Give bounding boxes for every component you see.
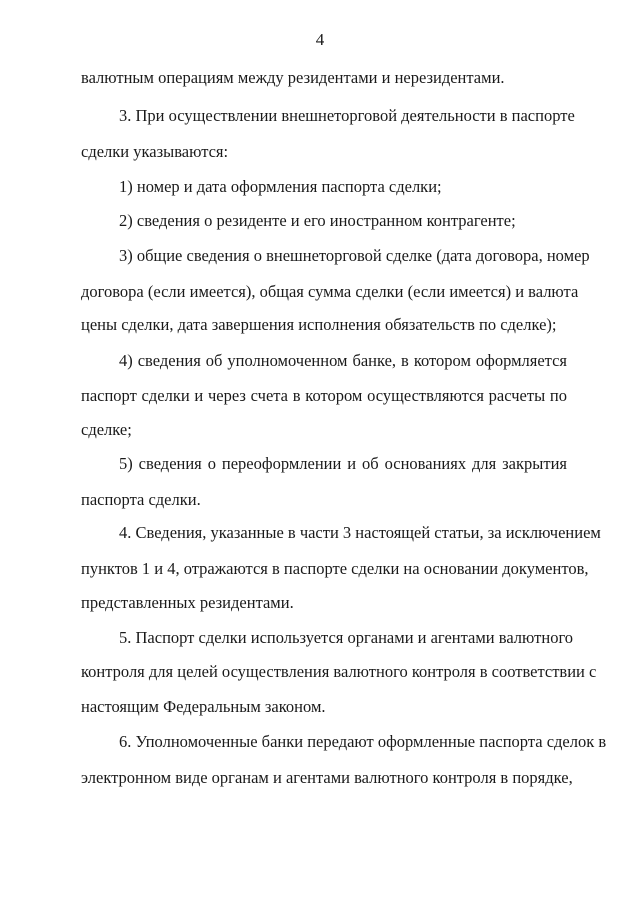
text-line: паспорт сделки и через счета в котором осуществляются расчеты по xyxy=(81,386,567,405)
text-line: цены сделки, дата завершения исполнения обязательств по сделке); xyxy=(81,315,557,334)
text-line: паспорта сделки. xyxy=(81,490,201,509)
text-line: 2) сведения о резиденте и его иностранном контрагенте; xyxy=(119,211,516,230)
text-line: настоящим Федеральным законом. xyxy=(81,697,326,716)
text-line: валютным операциям между резидентами и нерезидентами. xyxy=(81,68,505,87)
text-line: 5) сведения о переоформлении и об основаниях для закрытия xyxy=(119,454,567,473)
text-line: 6. Уполномоченные банки передают оформленные паспорта сделок в xyxy=(119,732,607,751)
text-line: 3. При осуществлении внешнеторговой деятельности в паспорте xyxy=(119,106,575,125)
text-line: представленных резидентами. xyxy=(81,593,294,612)
text-line: договора (если имеется), общая сумма сделки (если имеется) и валюта xyxy=(81,282,579,301)
text-line: сделки указываются: xyxy=(81,142,229,161)
text-line: 3) общие сведения о внешнеторговой сделке (дата договора, номер xyxy=(119,246,590,265)
text-line: пунктов 1 и 4, отражаются в паспорте сделки на основании документов, xyxy=(81,559,589,578)
text-line: сделке; xyxy=(81,420,132,439)
text-line: 4) сведения об уполномоченном банке, в котором оформляется xyxy=(119,351,567,370)
text-line: 5. Паспорт сделки используется органами и агентами валютного xyxy=(119,628,574,647)
text-line: 1) номер и дата оформления паспорта сделки; xyxy=(119,177,442,196)
page-number: 4 xyxy=(315,30,325,49)
text-line: 4. Сведения, указанные в части 3 настоящей статьи, за исключением xyxy=(119,523,601,542)
text-line: электронном виде органам и агентами валютного контроля в порядке, xyxy=(81,768,573,787)
text-line: контроля для целей осуществления валютного контроля в соответствии с xyxy=(81,662,597,681)
